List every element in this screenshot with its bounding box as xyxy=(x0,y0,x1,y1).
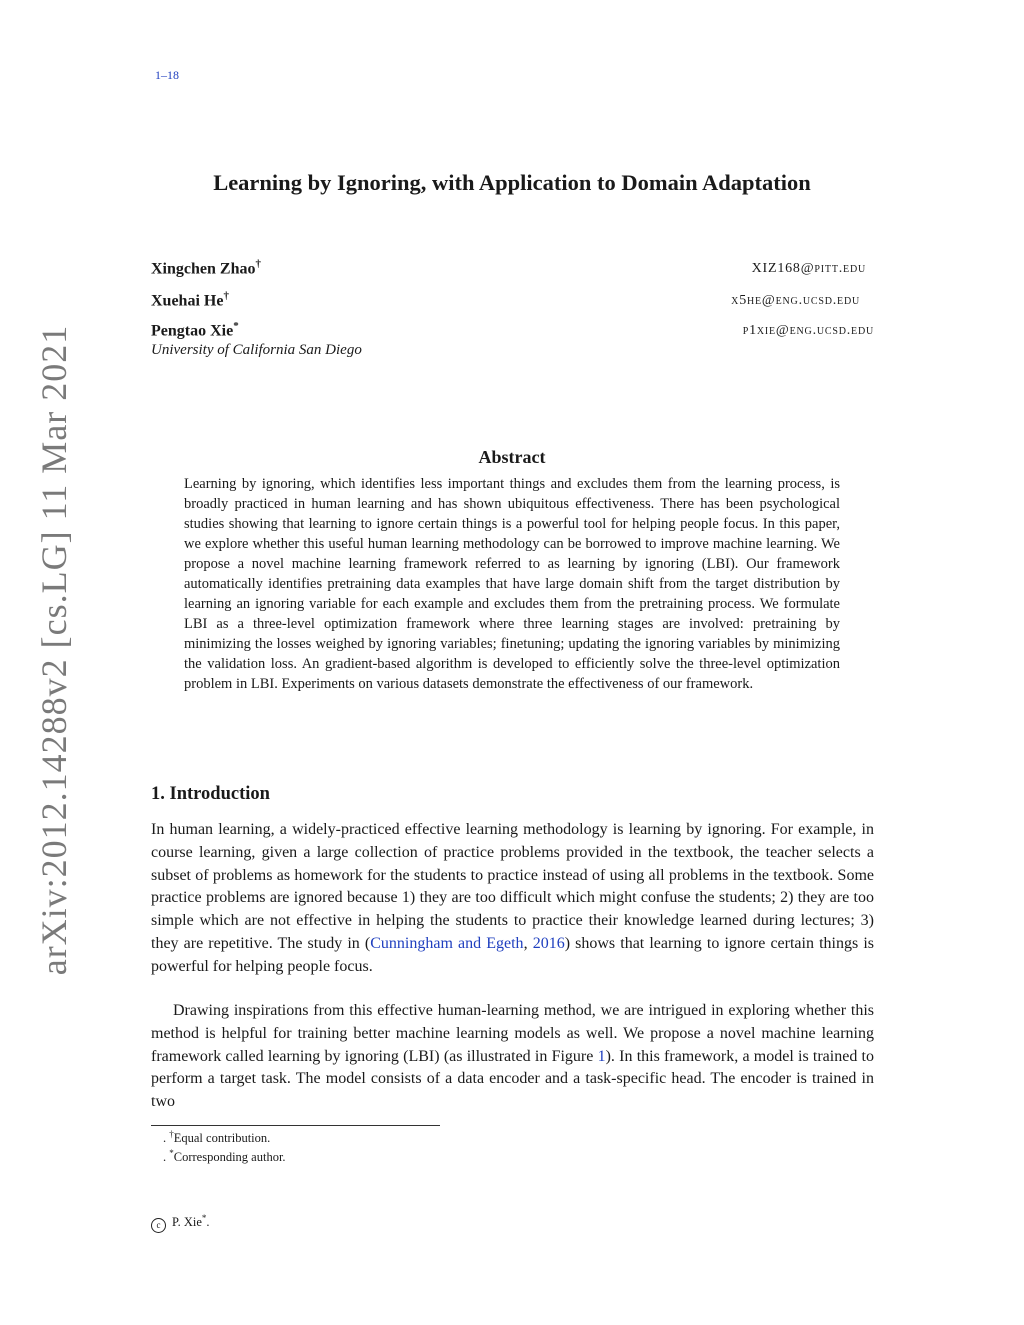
copyright-line: c P. Xie*. xyxy=(151,1213,210,1233)
intro-paragraph-2 xyxy=(151,1000,874,1114)
author-mark: † xyxy=(255,258,261,270)
author-1-email[interactable]: XIZ168@pitt.edu xyxy=(751,261,866,276)
author-2 xyxy=(151,290,229,310)
footnote-2: . *Corresponding author. xyxy=(163,1148,286,1165)
intro-text: Drawing inspirations from this effective human-learning method, we are intrigued in exploring whether this method is helpful for training better machine learning models as well. We propose a novel machine learning framework called learning by ignoring (LBI) (as illustrated in Figure xyxy=(151,1002,874,1065)
intro-text: ) shows that learning to ignore certain things is powerful for helping people focus. xyxy=(151,934,875,975)
intro-text: ). In this framework, a model is trained to perform a target task. The model consists of a data encoder and a task-specific head. The encoder is trained in two xyxy=(151,1047,875,1111)
author-3-email[interactable]: p1xie@eng.ucsd.edu xyxy=(742,323,874,338)
footnote-text: Corresponding author. xyxy=(173,1150,286,1165)
citation-separator: , xyxy=(523,934,533,952)
citation-year-link[interactable]: 2016 xyxy=(532,934,565,952)
intro-paragraph-1 xyxy=(151,819,874,979)
abstract-heading: Abstract xyxy=(478,447,546,467)
figure-ref-link[interactable]: 1 xyxy=(597,1047,606,1065)
author-mark: * xyxy=(233,320,239,332)
affiliation: University of California San Diego xyxy=(151,342,362,358)
author-2-email[interactable]: x5he@eng.ucsd.edu xyxy=(731,293,860,308)
abstract-text: Learning by ignoring, which identifies less important things and excludes them from the learning process, is broadly practiced in human learning and has shown ubiquitous effectiveness. There has been psychological studies showing that learning to ignore certain things is a powerful tool for helping people focus. In this paper, we explore whether this useful human learning methodology can be borrowed to improve machine learning. We propose a novel machine learning framework referred to as learning by ignoring (LBI). Our framework automatically identifies pretraining data examples that have large domain shift from the target distribution by learning an ignoring variable for each example and excludes them from the pretraining process. We formulate LBI as a three-level optimization framework where three learning stages are involved: pretraining by minimizing the losses weighed by ignoring variables; finetuning; updating the ignoring variables by minimizing the validation loss. An gradient-based algorithm is developed to efficiently solve the three-level optimization problem in LBI. Experiments on various datasets demonstrate the effectiveness of our framework. xyxy=(184,476,840,692)
footnote-1: . †Equal contribution. xyxy=(163,1129,271,1146)
footnote-mark: † xyxy=(169,1129,174,1139)
author-name: Xuehai He xyxy=(151,292,224,310)
footnote-text: Equal contribution. xyxy=(173,1131,271,1146)
footnote-rule xyxy=(151,1125,440,1126)
author-name: Pengtao Xie xyxy=(151,322,234,340)
author-1 xyxy=(151,258,261,278)
citation-link[interactable]: Cunningham and Egeth xyxy=(370,934,524,952)
section-heading: 1. Introduction xyxy=(151,784,270,804)
copyright-icon: c xyxy=(151,1218,166,1233)
paper-title: Learning by Ignoring, with Application to Domain Adaptation xyxy=(213,170,811,195)
page-number: 1–18 xyxy=(155,68,179,82)
intro-text: In human learning, a widely-practiced effective learning methodology is learning by ignoring. For example, in course learning, given a large collection of practice problems provided in the textbook, the teacher selects a subset of problems as homework for the students to practice instead of using all problems in the textbook. Some practice problems are ignored because 1) they are too difficult which might confuse the students; 2) they are too simple which are not effective in helping the students to practice their knowledge learned during lectures; 3) they are repetitive. The study in ( xyxy=(151,821,874,952)
copyright-mark: * xyxy=(201,1213,207,1223)
author-3 xyxy=(151,320,239,340)
copyright-holder: P. Xie xyxy=(172,1215,202,1230)
footnote-mark: * xyxy=(169,1148,174,1158)
author-name: Xingchen Zhao xyxy=(151,260,256,278)
arxiv-id: arXiv:2012.14288v2 [cs.LG] 11 Mar 2021 xyxy=(34,324,74,976)
author-mark: † xyxy=(223,290,229,302)
